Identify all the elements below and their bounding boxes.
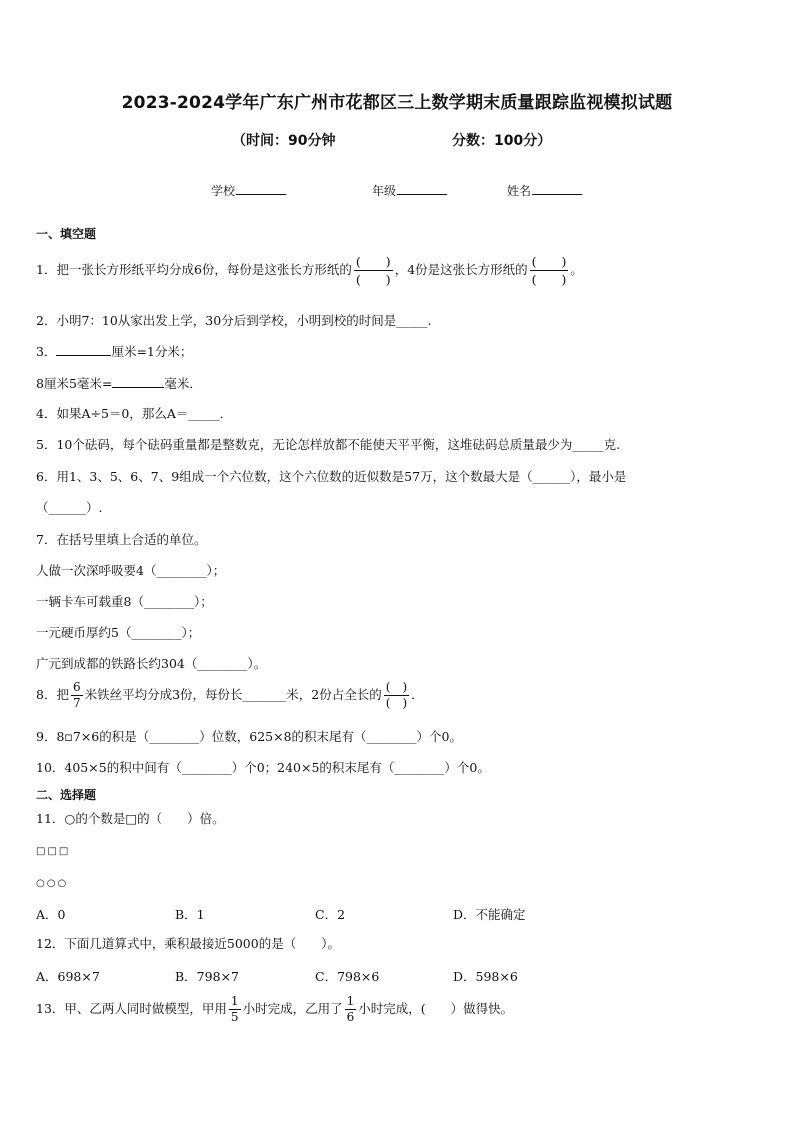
question-11: 11．○的个数是□的（ ）倍。: [36, 811, 225, 826]
q1-text-pre: 1．把一张长方形纸平均分成6份，每份是这张长方形纸的: [36, 262, 352, 277]
question-6-line-2: （______）.: [36, 500, 103, 515]
q1-fraction-2[interactable]: [530, 253, 569, 288]
q13-pre: 13．甲、乙两人同时做模型，甲用: [36, 1001, 227, 1016]
question-1: [36, 253, 583, 288]
question-10: 10．405×5的积中间有（________）个0；240×5的积末尾有（________）个0。: [36, 760, 490, 775]
question-7-item-4: 广元到成都的铁路长约304（________）。: [36, 656, 267, 671]
question-4: 4．如果A÷5＝0，那么A＝_____．: [36, 406, 233, 421]
q8-answer-num: ( ): [385, 680, 408, 694]
question-7-item-3: 一元硬币厚约5（________）；: [36, 625, 201, 640]
q8-post: ．: [411, 687, 424, 702]
q12-option-c[interactable]: C．798×6: [315, 969, 380, 984]
page-title: 2023-2024学年广东广州市花都区三上数学期末质量跟踪监视模拟试题: [121, 93, 673, 113]
q12-option-a[interactable]: A．698×7: [36, 969, 100, 984]
q1-fraction-1-den: ( ): [355, 272, 391, 287]
section-choice-heading: 二、选择题: [36, 788, 97, 802]
question-12: 12．下面几道算式中，乘积最接近5000的是（ ）。: [36, 936, 340, 951]
q11-squares: □□□: [36, 846, 71, 857]
q11-option-a[interactable]: A．0: [36, 907, 66, 922]
q11-option-c[interactable]: C．2: [315, 907, 346, 922]
q1-text-mid: ，4份是这张长方形纸的: [394, 262, 528, 277]
question-7-item-1: 人做一次深呼吸要4（________）；: [36, 563, 226, 578]
q8-fraction-num: 6: [72, 680, 81, 694]
name-blank[interactable]: [532, 182, 582, 195]
exam-time: （时间：90分钟: [232, 133, 336, 149]
school-field[interactable]: [211, 182, 286, 199]
question-9: 9．8▫7×6的积是（________）位数，625×8的积末尾有（________）个0。: [36, 729, 462, 744]
question-3a: [36, 343, 192, 360]
q1-fraction-2-den: ( ): [531, 272, 567, 287]
question-7-heading: 7．在括号里填上合适的单位。: [36, 532, 207, 547]
question-8: [36, 680, 424, 711]
section-fill-heading: 一、填空题: [36, 227, 97, 241]
q3b-pre: 8厘米5毫米=: [36, 376, 113, 391]
exam-score: 分数：100分）: [452, 133, 552, 149]
grade-field[interactable]: [372, 182, 447, 199]
school-blank[interactable]: [236, 182, 286, 195]
grade-label: 年级: [372, 184, 397, 198]
q12-option-b[interactable]: B．798×7: [175, 969, 239, 984]
q8-fraction: [71, 680, 83, 711]
q13-fraction-2-den: 6: [346, 1010, 355, 1024]
question-6-line-1: 6．用1、3、5、6、7、9组成一个六位数，这个六位数的近似数是57万，这个数最大是（______），最小是: [36, 469, 627, 484]
grade-blank[interactable]: [397, 182, 447, 195]
q3a-pre: 3．: [36, 344, 57, 359]
q1-fraction-1[interactable]: [354, 253, 393, 288]
q8-answer-den: ( ): [385, 696, 408, 710]
q13-post: 小时完成，( ）做得快。: [358, 1001, 514, 1016]
q13-fraction-1: [229, 994, 241, 1025]
q1-fraction-1-num: ( ): [355, 254, 391, 269]
q13-fraction-2-num: 1: [346, 994, 355, 1008]
question-3b: [36, 375, 202, 392]
question-13: [36, 994, 513, 1025]
q13-mid: 小时完成，乙用了: [242, 1001, 343, 1016]
name-label: 姓名: [507, 184, 532, 198]
name-field[interactable]: [507, 182, 582, 199]
q11-circles: ○○○: [36, 878, 69, 889]
question-5: 5．10个砝码，每个砝码重量都是整数克，无论怎样放都不能使天平平衡，这堆砝码总质量最少为_____克.: [36, 437, 621, 452]
q8-pre: 8．把: [36, 687, 69, 702]
question-7-item-2: 一辆卡车可载重8（________）；: [36, 594, 213, 609]
q3b-post: 毫米．: [164, 376, 202, 391]
school-label: 学校: [211, 184, 236, 198]
q1-text-post: 。: [570, 262, 583, 277]
q3b-blank[interactable]: [112, 375, 164, 388]
q12-option-d[interactable]: D．598×6: [453, 969, 518, 984]
q13-fraction-1-num: 1: [230, 994, 239, 1008]
q8-fraction-den: 7: [72, 696, 81, 710]
question-2: 2．小明7：10从家出发上学，30分后到学校，小明到校的时间是_____.: [36, 313, 432, 328]
q11-option-d[interactable]: D．不能确定: [453, 907, 526, 922]
q11-option-b[interactable]: B．1: [175, 907, 205, 922]
q8-answer-fraction[interactable]: [384, 680, 409, 711]
q3a-post: 厘米=1分米；: [111, 344, 193, 359]
q3a-blank[interactable]: [56, 343, 111, 356]
q13-fraction-2: [345, 994, 357, 1025]
q1-fraction-2-num: ( ): [531, 254, 567, 269]
q8-mid: 米铁丝平均分成3份，每份长_______米，2份占全长的: [84, 687, 382, 702]
q13-fraction-1-den: 5: [230, 1010, 239, 1024]
